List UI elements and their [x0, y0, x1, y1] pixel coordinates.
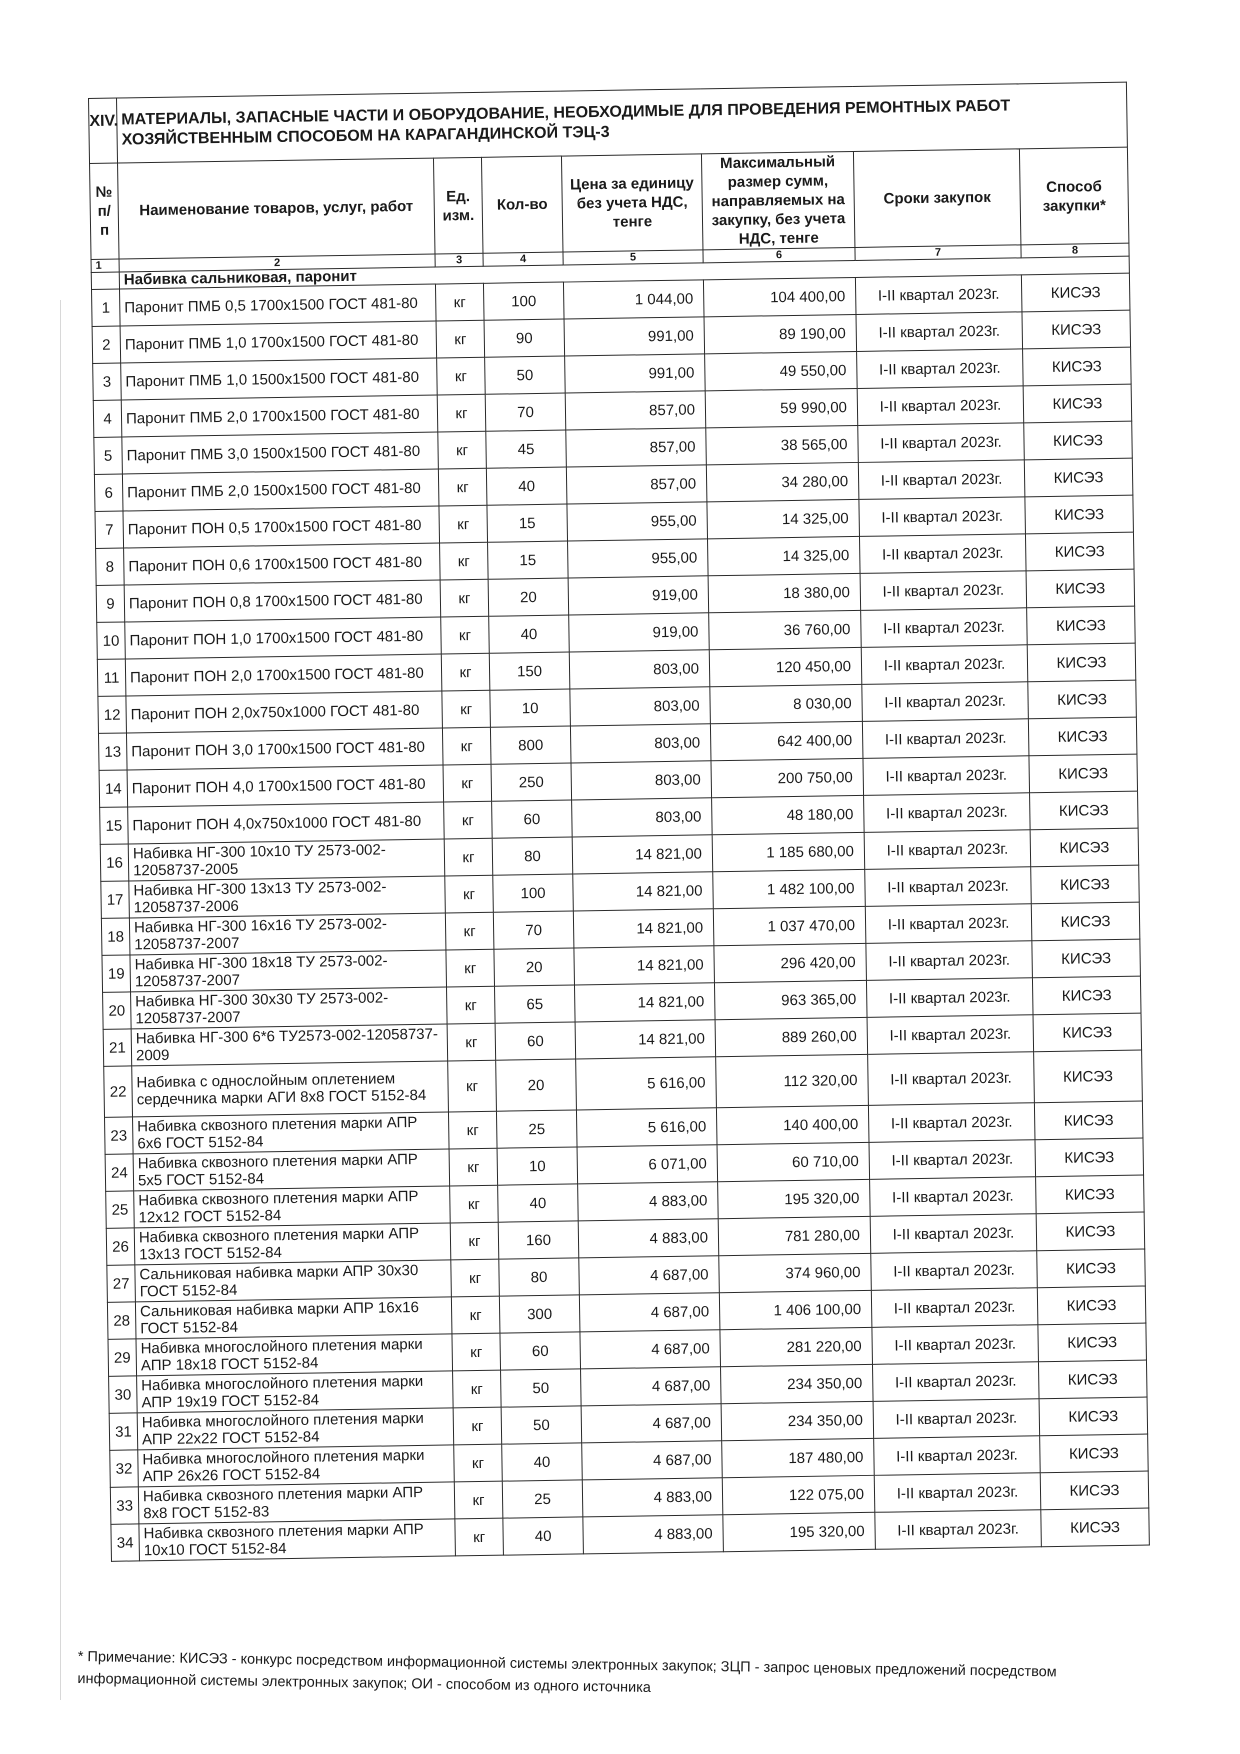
row-number: 20 — [103, 992, 132, 1029]
item-name: Набивка НГ-300 18х18 ТУ 2573-002-12058737-2007 — [130, 950, 447, 992]
procurement-period: I-II квартал 2023г. — [874, 1473, 1041, 1513]
procurement-period: I-II квартал 2023г. — [872, 1362, 1039, 1402]
footnote: * Примечание: КИСЭЗ - конкурс посредством информационной системы электронных закупок; ЗЦП - запрос ценовых предложений посредством информационной системы электронных закупок; ОИ - способом из одного источника — [77, 1648, 1057, 1697]
col-number: 5 — [563, 250, 703, 265]
procurement-method: КИСЭЗ — [1039, 1397, 1148, 1436]
unit-price: 4 687,00 — [579, 1256, 720, 1295]
procurement-method: КИСЭЗ — [1038, 1323, 1147, 1362]
quantity: 25 — [502, 1480, 583, 1518]
quantity: 15 — [488, 541, 569, 579]
unit: кг — [446, 949, 495, 987]
quantity: 80 — [499, 1258, 580, 1296]
procurement-method: КИСЭЗ — [1032, 976, 1141, 1015]
procurement-period: I-II квартал 2023г. — [859, 497, 1026, 537]
item-name: Набивка НГ-300 6*6 ТУ2573-002-12058737-2009 — [131, 1024, 448, 1066]
unit-price: 14 821,00 — [574, 946, 715, 985]
procurement-method: КИСЭЗ — [1021, 273, 1130, 312]
item-name: Паронит ПМБ 0,5 1700х1500 ГОСТ 481-80 — [120, 284, 437, 326]
unit: кг — [439, 505, 488, 543]
item-name: Набивка НГ-300 16х16 ТУ 2573-002-12058737-2007 — [129, 913, 446, 955]
procurement-period: I-II квартал 2023г. — [875, 1510, 1042, 1550]
total-sum: 642 400,00 — [710, 721, 863, 760]
row-number: 30 — [109, 1376, 138, 1413]
unit-price: 955,00 — [568, 539, 709, 578]
row-number: 33 — [110, 1487, 139, 1524]
unit-price: 803,00 — [569, 650, 710, 689]
total-sum: 112 320,00 — [716, 1054, 869, 1107]
col-number: 1 — [91, 259, 119, 272]
unit: кг — [442, 727, 491, 765]
procurement-method: КИСЭЗ — [1034, 1050, 1143, 1103]
total-sum: 1 185 680,00 — [712, 832, 865, 871]
unit: кг — [448, 1060, 497, 1112]
quantity: 50 — [501, 1406, 582, 1444]
procurement-method: КИСЭЗ — [1029, 754, 1138, 793]
total-sum: 120 450,00 — [709, 647, 862, 686]
row-number: 3 — [93, 363, 122, 400]
unit: кг — [445, 912, 494, 950]
quantity: 60 — [495, 1022, 576, 1060]
row-number: 24 — [105, 1154, 134, 1191]
procurement-period: I-II квартал 2023г. — [870, 1214, 1037, 1254]
quantity: 70 — [493, 911, 574, 949]
total-sum: 200 750,00 — [711, 758, 864, 797]
total-sum: 889 260,00 — [715, 1017, 868, 1056]
unit: кг — [451, 1296, 500, 1334]
total-sum: 1 482 100,00 — [713, 869, 866, 908]
unit-price: 4 687,00 — [582, 1441, 723, 1480]
col-header-method: Способ закупки* — [1019, 147, 1129, 245]
procurement-period: I-II квартал 2023г. — [871, 1288, 1038, 1328]
quantity: 80 — [492, 837, 573, 875]
item-name: Набивка сквозного плетения марки АПР 5х5 ГОСТ 5152-84 — [133, 1149, 450, 1191]
item-name: Паронит ПМБ 1,0 1700х1500 ГОСТ 481-80 — [120, 321, 437, 363]
total-sum: 195 320,00 — [718, 1179, 871, 1218]
quantity: 50 — [501, 1369, 582, 1407]
unit-price: 803,00 — [572, 798, 713, 837]
row-number: 31 — [109, 1413, 138, 1450]
procurement-method: КИСЭЗ — [1025, 495, 1134, 534]
row-number: 14 — [99, 770, 128, 807]
quantity: 45 — [486, 430, 567, 468]
total-sum: 59 990,00 — [705, 388, 858, 427]
total-sum: 234 350,00 — [721, 1364, 874, 1403]
unit-price: 5 616,00 — [576, 1057, 717, 1110]
procurement-method: КИСЭЗ — [1022, 310, 1131, 349]
row-number: 26 — [106, 1228, 135, 1265]
total-sum: 187 480,00 — [722, 1438, 875, 1477]
procurement-method: КИСЭЗ — [1030, 828, 1139, 867]
unit: кг — [435, 283, 484, 321]
unit: кг — [440, 542, 489, 580]
unit-price: 857,00 — [565, 391, 706, 430]
procurement-period: I-II квартал 2023г. — [858, 460, 1025, 500]
item-name: Паронит ПМБ 2,0 1500х1500 ГОСТ 481-80 — [122, 469, 439, 511]
unit: кг — [450, 1185, 499, 1223]
row-number: 16 — [100, 844, 129, 881]
section-number: XIV. — [89, 98, 118, 163]
row-number: 25 — [106, 1191, 135, 1228]
item-name: Набивка с однослойным оплетением сердечника марки АГИ 8х8 ГОСТ 5152-84 — [132, 1061, 449, 1117]
unit: кг — [438, 468, 487, 506]
item-name: Набивка сквозного плетения марки АПР 6х6 ГОСТ 5152-84 — [133, 1112, 450, 1154]
row-number: 32 — [110, 1450, 139, 1487]
total-sum: 38 565,00 — [706, 425, 859, 464]
procurement-period: I-II квартал 2023г. — [857, 386, 1024, 426]
unit-price: 803,00 — [570, 724, 711, 763]
procurement-period: I-II квартал 2023г. — [861, 645, 1028, 685]
unit-price: 4 687,00 — [581, 1367, 722, 1406]
col-header-period: Сроки закупок — [853, 149, 1020, 248]
item-name: Набивка НГ-300 10х10 ТУ 2573-002-12058737-2005 — [128, 839, 445, 881]
item-name: Паронит ПМБ 2,0 1700х1500 ГОСТ 481-80 — [121, 395, 438, 437]
procurement-table-sheet — [88, 82, 1149, 1562]
quantity: 250 — [491, 763, 572, 801]
item-name: Паронит ПОН 4,0 1700х1500 ГОСТ 481-80 — [127, 765, 444, 807]
row-number: 6 — [94, 474, 123, 511]
procurement-period: I-II квартал 2023г. — [867, 1015, 1034, 1055]
unit: кг — [442, 690, 491, 728]
row-number: 4 — [93, 400, 122, 437]
total-sum: 14 325,00 — [707, 499, 860, 538]
item-name: Набивка НГ-300 13х13 ТУ 2573-002-12058737-2006 — [129, 876, 446, 918]
col-header-num: № п/п — [90, 163, 120, 259]
item-name: Паронит ПОН 2,0х750х1000 ГОСТ 481-80 — [126, 691, 443, 733]
procurement-method: КИСЭЗ — [1034, 1101, 1143, 1140]
quantity: 60 — [500, 1332, 581, 1370]
quantity: 100 — [493, 874, 574, 912]
item-name: Набивка сквозного плетения марки АПР 12х12 ГОСТ 5152-84 — [134, 1186, 451, 1228]
unit-price: 14 821,00 — [574, 983, 715, 1022]
unit-price: 5 616,00 — [576, 1108, 717, 1147]
row-number: 23 — [105, 1117, 134, 1154]
unit-price: 857,00 — [566, 428, 707, 467]
unit: кг — [449, 1148, 498, 1186]
quantity: 65 — [495, 985, 576, 1023]
unit-price: 4 687,00 — [579, 1293, 720, 1332]
item-name: Паронит ПОН 3,0 1700х1500 ГОСТ 481-80 — [126, 728, 443, 770]
unit: кг — [453, 1370, 502, 1408]
row-number: 1 — [92, 289, 121, 326]
unit-price: 4 883,00 — [582, 1478, 723, 1517]
unit-price: 919,00 — [568, 576, 709, 615]
row-number: 27 — [107, 1265, 136, 1302]
unit-price: 803,00 — [571, 761, 712, 800]
row-number: 5 — [94, 437, 123, 474]
procurement-period: I-II квартал 2023г. — [865, 867, 1032, 907]
total-sum: 49 550,00 — [705, 351, 858, 390]
quantity: 160 — [498, 1221, 579, 1259]
total-sum: 140 400,00 — [716, 1105, 869, 1144]
procurement-period: I-II квартал 2023г. — [861, 608, 1028, 648]
unit: кг — [447, 986, 496, 1024]
procurement-method: КИСЭЗ — [1035, 1138, 1144, 1177]
unit: кг — [448, 1111, 497, 1149]
unit-price: 6 071,00 — [577, 1145, 718, 1184]
quantity: 20 — [494, 948, 575, 986]
procurement-method: КИСЭЗ — [1031, 902, 1140, 941]
scan-edge-line — [60, 300, 61, 1700]
item-name: Паронит ПОН 4,0х750х1000 ГОСТ 481-80 — [128, 802, 445, 844]
row-number: 12 — [98, 696, 127, 733]
row-number: 19 — [102, 955, 131, 992]
item-name: Паронит ПОН 0,8 1700х1500 ГОСТ 481-80 — [124, 580, 441, 622]
procurement-table — [88, 82, 1150, 1562]
row-number: 8 — [96, 548, 125, 585]
procurement-period: I-II квартал 2023г. — [869, 1140, 1036, 1180]
quantity: 10 — [497, 1147, 578, 1185]
unit-price: 4 883,00 — [583, 1515, 724, 1554]
unit-price: 1 044,00 — [563, 280, 704, 319]
total-sum: 60 710,00 — [717, 1142, 870, 1181]
quantity: 40 — [503, 1517, 584, 1555]
quantity: 10 — [490, 689, 571, 727]
column-header-row — [90, 147, 1129, 259]
total-sum: 195 320,00 — [723, 1512, 876, 1551]
procurement-period: I-II квартал 2023г. — [871, 1251, 1038, 1291]
unit: кг — [436, 320, 485, 358]
procurement-method: КИСЭЗ — [1028, 717, 1137, 756]
quantity: 15 — [487, 504, 568, 542]
total-sum: 963 365,00 — [714, 980, 867, 1019]
total-sum: 14 325,00 — [708, 536, 861, 575]
unit: кг — [453, 1407, 502, 1445]
row-number: 28 — [107, 1302, 136, 1339]
col-header-price: Цена за единицу без учета НДС, тенге — [561, 154, 702, 252]
procurement-period: I-II квартал 2023г. — [868, 1052, 1035, 1106]
unit: кг — [450, 1222, 499, 1260]
unit-price: 4 687,00 — [581, 1404, 722, 1443]
quantity: 40 — [486, 467, 567, 505]
procurement-period: I-II квартал 2023г. — [874, 1436, 1041, 1476]
procurement-method: КИСЭЗ — [1037, 1286, 1146, 1325]
col-header-qty: Кол-во — [481, 156, 562, 253]
total-sum: 234 350,00 — [721, 1401, 874, 1440]
procurement-method: КИСЭЗ — [1023, 347, 1132, 386]
item-name: Набивка сквозного плетения марки АПР 8х8 ГОСТ 5152-83 — [138, 1482, 455, 1524]
row-number: 18 — [101, 918, 130, 955]
total-sum: 48 180,00 — [712, 795, 865, 834]
procurement-method: КИСЭЗ — [1023, 384, 1132, 423]
procurement-period: I-II квартал 2023г. — [860, 571, 1027, 611]
row-number: 13 — [98, 733, 127, 770]
item-name: Набивка НГ-300 30х30 ТУ 2573-002-12058737-2007 — [131, 987, 448, 1029]
procurement-method: КИСЭЗ — [1040, 1471, 1149, 1510]
quantity: 40 — [489, 615, 570, 653]
procurement-method: КИСЭЗ — [1038, 1360, 1147, 1399]
procurement-period: I-II квартал 2023г. — [866, 941, 1033, 981]
unit-price: 4 687,00 — [580, 1330, 721, 1369]
item-name: Набивка многослойного плетения марки АПР 22х22 ГОСТ 5152-84 — [137, 1408, 454, 1450]
procurement-method: КИСЭЗ — [1024, 458, 1133, 497]
total-sum: 18 380,00 — [708, 573, 861, 612]
unit-price: 4 883,00 — [578, 1219, 719, 1258]
procurement-period: I-II квартал 2023г. — [859, 534, 1026, 574]
unit: кг — [454, 1444, 503, 1482]
total-sum: 1 037 470,00 — [713, 906, 866, 945]
section-label: Набивка сальниковая, паронит — [119, 256, 1129, 289]
unit: кг — [441, 653, 490, 691]
unit: кг — [454, 1481, 503, 1519]
row-number: 2 — [92, 326, 121, 363]
row-number: 7 — [95, 511, 124, 548]
unit: кг — [437, 357, 486, 395]
item-name: Паронит ПОН 0,6 1700х1500 ГОСТ 481-80 — [124, 543, 441, 585]
procurement-period: I-II квартал 2023г. — [868, 1103, 1035, 1143]
procurement-period: I-II квартал 2023г. — [858, 423, 1025, 463]
procurement-method: КИСЭЗ — [1041, 1508, 1150, 1547]
unit: кг — [445, 875, 494, 913]
quantity: 800 — [490, 726, 571, 764]
procurement-method: КИСЭЗ — [1036, 1175, 1145, 1214]
unit: кг — [440, 579, 489, 617]
row-number: 21 — [103, 1029, 132, 1066]
total-sum: 374 960,00 — [719, 1253, 872, 1292]
procurement-period: I-II квартал 2023г. — [857, 349, 1024, 389]
quantity: 20 — [488, 578, 569, 616]
unit: кг — [447, 1023, 496, 1061]
procurement-period: I-II квартал 2023г. — [873, 1399, 1040, 1439]
procurement-period: I-II квартал 2023г. — [862, 719, 1029, 759]
unit: кг — [441, 616, 490, 654]
item-name: Набивка многослойного плетения марки АПР 18х18 ГОСТ 5152-84 — [136, 1334, 453, 1376]
unit-price: 991,00 — [565, 354, 706, 393]
row-number: 10 — [97, 622, 126, 659]
unit: кг — [437, 394, 486, 432]
col-number: 2 — [119, 254, 435, 272]
procurement-method: КИСЭЗ — [1026, 569, 1135, 608]
unit-price: 4 883,00 — [578, 1182, 719, 1221]
total-sum: 1 406 100,00 — [719, 1290, 872, 1329]
total-sum: 34 280,00 — [706, 462, 859, 501]
col-header-sum: Максимальный размер сумм, направляемых на закупку, без учета НДС, тенге — [701, 151, 854, 249]
section-title: МАТЕРИАЛЫ, ЗАПАСНЫЕ ЧАСТИ И ОБОРУДОВАНИЕ, НЕОБХОДИМЫЕ ДЛЯ ПРОВЕДЕНИЯ РЕМОНТНЫХ РАБОТ ХОЗЯЙСТВЕННЫМ СПОСОБОМ НА КАРАГАНДИНСКОЙ ТЭЦ-3 — [117, 82, 1128, 163]
quantity: 70 — [485, 393, 566, 431]
quantity: 150 — [489, 652, 570, 690]
row-number: 15 — [100, 807, 129, 844]
quantity: 60 — [492, 800, 573, 838]
item-name: Набивка сквозного плетения марки АПР 13х13 ГОСТ 5152-84 — [134, 1223, 451, 1265]
unit-price: 803,00 — [570, 687, 711, 726]
total-sum: 36 760,00 — [709, 610, 862, 649]
col-number: 6 — [703, 247, 855, 262]
item-name: Паронит ПОН 2,0 1700х1500 ГОСТ 481-80 — [125, 654, 442, 696]
item-name: Сальниковая набивка марки АПР 16х16 ГОСТ 5152-84 — [135, 1297, 452, 1339]
col-number: 8 — [1021, 243, 1129, 258]
total-sum: 781 280,00 — [718, 1216, 871, 1255]
quantity: 40 — [502, 1443, 583, 1481]
item-name: Паронит ПМБ 1,0 1500х1500 ГОСТ 481-80 — [121, 358, 438, 400]
procurement-method: КИСЭЗ — [1033, 1013, 1142, 1052]
unit-price: 14 821,00 — [575, 1020, 716, 1059]
row-number: 22 — [104, 1066, 133, 1117]
procurement-period: I-II квартал 2023г. — [862, 682, 1029, 722]
procurement-period: I-II квартал 2023г. — [865, 904, 1032, 944]
total-sum: 8 030,00 — [710, 684, 863, 723]
procurement-method: КИСЭЗ — [1036, 1212, 1145, 1251]
total-sum: 296 420,00 — [714, 943, 867, 982]
procurement-method: КИСЭЗ — [1027, 606, 1136, 645]
total-sum: 281 220,00 — [720, 1327, 873, 1366]
item-name: Набивка многослойного плетения марки АПР 19х19 ГОСТ 5152-84 — [137, 1371, 454, 1413]
quantity: 300 — [499, 1295, 580, 1333]
quantity: 90 — [484, 319, 565, 357]
procurement-method: КИСЭЗ — [1028, 680, 1137, 719]
row-number: 29 — [108, 1339, 137, 1376]
row-number: 11 — [97, 659, 126, 696]
procurement-period: I-II квартал 2023г. — [872, 1325, 1039, 1365]
row-number: 34 — [111, 1524, 140, 1561]
item-name: Набивка сквозного плетения марки АПР 10х10 ГОСТ 5152-84 — [139, 1519, 456, 1561]
unit: кг — [455, 1518, 504, 1556]
unit-price: 14 821,00 — [572, 835, 713, 874]
row-number: 17 — [101, 881, 130, 918]
unit-price: 991,00 — [564, 317, 705, 356]
procurement-period: I-II квартал 2023г. — [866, 978, 1033, 1018]
procurement-period: I-II квартал 2023г. — [856, 312, 1023, 352]
unit-price: 955,00 — [567, 502, 708, 541]
procurement-period: I-II квартал 2023г. — [864, 793, 1031, 833]
procurement-period: I-II квартал 2023г. — [870, 1177, 1037, 1217]
procurement-period: I-II квартал 2023г. — [864, 830, 1031, 870]
unit: кг — [443, 764, 492, 802]
unit: кг — [438, 431, 487, 469]
unit-price: 14 821,00 — [573, 909, 714, 948]
item-name: Паронит ПМБ 3,0 1500х1500 ГОСТ 481-80 — [122, 432, 439, 474]
item-name: Набивка многослойного плетения марки АПР 26х26 ГОСТ 5152-84 — [138, 1445, 455, 1487]
unit-price: 919,00 — [569, 613, 710, 652]
procurement-method: КИСЭЗ — [1032, 939, 1141, 978]
total-sum: 122 075,00 — [722, 1475, 875, 1514]
procurement-method: КИСЭЗ — [1024, 421, 1133, 460]
procurement-method: КИСЭЗ — [1037, 1249, 1146, 1288]
col-number: 7 — [855, 245, 1021, 261]
col-header-name: Наименование товаров, услуг, работ — [118, 158, 435, 259]
unit-price: 857,00 — [566, 465, 707, 504]
unit: кг — [444, 838, 493, 876]
section-label-spacer — [91, 272, 119, 289]
unit: кг — [452, 1333, 501, 1371]
quantity: 25 — [496, 1110, 577, 1148]
total-sum: 89 190,00 — [704, 314, 857, 353]
unit: кг — [451, 1259, 500, 1297]
item-name: Паронит ПОН 0,5 1700х1500 ГОСТ 481-80 — [123, 506, 440, 548]
procurement-method: КИСЭЗ — [1031, 865, 1140, 904]
item-name: Паронит ПОН 1,0 1700х1500 ГОСТ 481-80 — [125, 617, 442, 659]
procurement-method: КИСЭЗ — [1030, 791, 1139, 830]
col-number: 4 — [483, 252, 563, 266]
col-header-unit: Ед. изм. — [433, 157, 483, 254]
procurement-method: КИСЭЗ — [1027, 643, 1136, 682]
procurement-method: КИСЭЗ — [1040, 1434, 1149, 1473]
quantity: 20 — [496, 1059, 577, 1111]
quantity: 50 — [485, 356, 566, 394]
quantity: 100 — [483, 282, 564, 320]
col-number: 3 — [435, 253, 483, 267]
procurement-method: КИСЭЗ — [1025, 532, 1134, 571]
item-name: Сальниковая набивка марки АПР 30х30 ГОСТ 5152-84 — [135, 1260, 452, 1302]
total-sum: 104 400,00 — [703, 277, 856, 316]
row-number: 9 — [96, 585, 125, 622]
unit: кг — [444, 801, 493, 839]
procurement-period: I-II квартал 2023г. — [855, 275, 1022, 315]
quantity: 40 — [498, 1184, 579, 1222]
procurement-period: I-II квартал 2023г. — [863, 756, 1030, 796]
unit-price: 14 821,00 — [573, 872, 714, 911]
